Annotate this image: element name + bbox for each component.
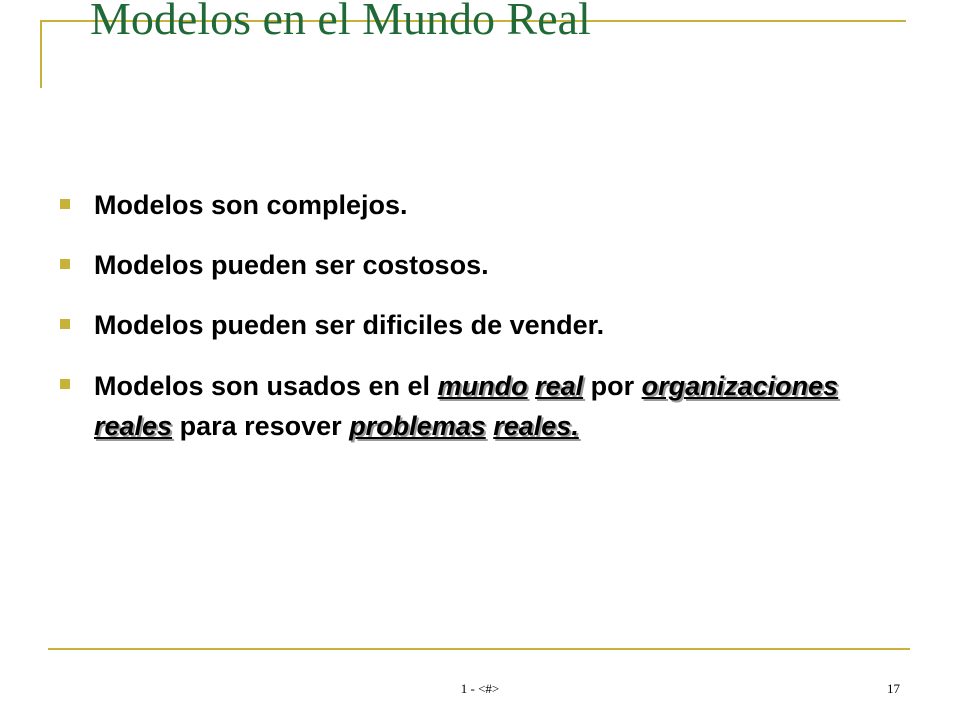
emphasized-word: reales.: [493, 411, 579, 441]
bullet-item: [60, 186, 920, 224]
bullet-text: Modelos pueden ser costosos.: [94, 250, 489, 280]
emphasized-word: organizaciones: [641, 371, 839, 401]
bullet-item: [60, 246, 920, 284]
square-bullet-icon: [60, 379, 70, 389]
bullet-text: Modelos son complejos.: [94, 190, 408, 220]
emphasized-word: problemas: [349, 411, 486, 441]
square-bullet-icon: [60, 259, 70, 269]
emphasized-word: reales: [94, 411, 173, 441]
bullet-item: [60, 306, 920, 344]
slide-title: Modelos en el Mundo Real: [90, 0, 591, 44]
square-bullet-icon: [60, 199, 70, 209]
bullet-list: [60, 186, 920, 468]
footer-rule: [48, 648, 910, 650]
footer-slide-label: 1 - <#>: [460, 681, 500, 696]
bullet-text: Modelos pueden ser dificiles de vender.: [94, 310, 605, 340]
square-bullet-icon: [60, 319, 70, 329]
emphasized-word: mundo: [437, 371, 528, 401]
bullet-item: [60, 366, 920, 446]
emphasized-word: real: [535, 371, 584, 401]
bullet-text: Modelos son usados en el mundo real por organizaciones reales para resover problemas reales.: [94, 371, 839, 441]
page-number: 17: [887, 681, 900, 696]
left-rule: [40, 20, 42, 88]
